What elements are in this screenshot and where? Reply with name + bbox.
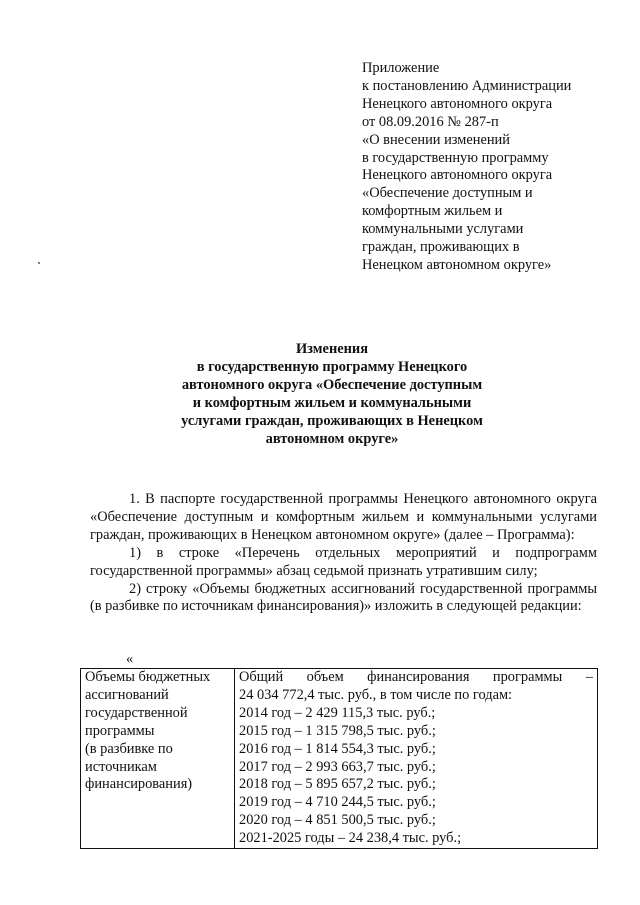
year-amount: 2015 год – 1 315 798,5 тыс. руб.;: [239, 722, 436, 739]
year-amount: 2014 год – 2 429 115,3 тыс. руб.;: [239, 704, 436, 721]
paragraph-item-2: 2) строку «Объемы бюджетных ассигнований государственной программы (в разбивке по источникам финансирования)» изложить в следующей редакции:: [90, 580, 597, 615]
year-amount: 2019 год – 4 710 244,5 тыс. руб.;: [239, 794, 436, 811]
table-row: [81, 669, 598, 849]
label-line: финансирования): [85, 776, 193, 793]
label-line: государственной: [85, 704, 188, 721]
appendix-line: к постановлению Администрации: [362, 77, 572, 94]
appendix-line: Ненецкого автономного округа: [362, 95, 553, 112]
appendix-line: граждан, проживающих в: [362, 239, 520, 256]
opening-quote-mark: «: [126, 651, 134, 667]
paragraph-passport: 1. В паспорте государственной программы Ненецкого автономного округа «Обеспечение доступным и комфортным жильем и коммунальными услугами граждан, проживающих в Ненецком автономном округе» (далее – Программа):: [90, 491, 597, 543]
label-line: источникам: [85, 758, 157, 775]
title-line: услугами граждан, проживающих в Ненецком: [181, 412, 483, 429]
budget-label-cell: [81, 669, 235, 849]
year-amount: 2021-2025 годы – 24 238,4 тыс. руб.;: [239, 830, 462, 847]
heading-word: программы: [492, 669, 563, 685]
appendix-line: Приложение: [362, 60, 440, 76]
appendix-line: Ненецкого автономного округа: [362, 167, 553, 184]
year-amount: 2018 год – 5 895 657,2 тыс. руб.;: [239, 776, 436, 793]
year-amount: 2016 год – 1 814 554,3 тыс. руб.;: [239, 740, 436, 757]
document-body: [90, 491, 597, 616]
label-line: ассигнований: [85, 686, 169, 703]
title-line: и комфортным жильем и коммунальными: [192, 394, 472, 411]
total-financing-heading: [239, 669, 593, 687]
appendix-line: «О внесении изменений: [362, 131, 510, 148]
heading-word: финансирования: [367, 669, 470, 685]
appendix-line: коммунальными услугами: [362, 221, 524, 238]
appendix-line: от 08.09.2016 № 287-п: [362, 113, 499, 130]
budget-table: [80, 668, 598, 849]
paragraph-item-1: 1) в строке «Перечень отдельных мероприятий и подпрограмм государственной программы» абзац седьмой признать утратившим силу;: [90, 544, 597, 579]
appendix-header: [362, 60, 632, 275]
appendix-line: в государственную программу: [362, 149, 549, 166]
year-amount: 2020 год – 4 851 500,5 тыс. руб.;: [239, 812, 436, 829]
heading-word: Общий: [239, 669, 284, 685]
scan-speck: [38, 262, 40, 264]
appendix-line: комфортным жильем и: [362, 203, 503, 220]
heading-word: –: [585, 669, 593, 685]
label-line: программы: [85, 722, 155, 739]
budget-value-cell: [235, 669, 598, 849]
heading-word: объем: [306, 669, 344, 685]
label-line: (в разбивке по: [85, 740, 173, 757]
appendix-line: Ненецком автономном округе»: [362, 256, 552, 273]
appendix-line: «Обеспечение доступным и: [362, 185, 533, 202]
title-line: Изменения: [295, 341, 368, 357]
total-financing-amount: 24 034 772,4 тыс. руб., в том числе по годам:: [239, 686, 513, 703]
title-line: в государственную программу Ненецкого: [196, 358, 468, 375]
title-line: автономного округа «Обеспечение доступным: [181, 376, 483, 393]
label-line: Объемы бюджетных: [85, 669, 211, 685]
document-title: [160, 341, 504, 448]
title-line: автономном округе»: [265, 430, 399, 447]
year-amount: 2017 год – 2 993 663,7 тыс. руб.;: [239, 758, 436, 775]
